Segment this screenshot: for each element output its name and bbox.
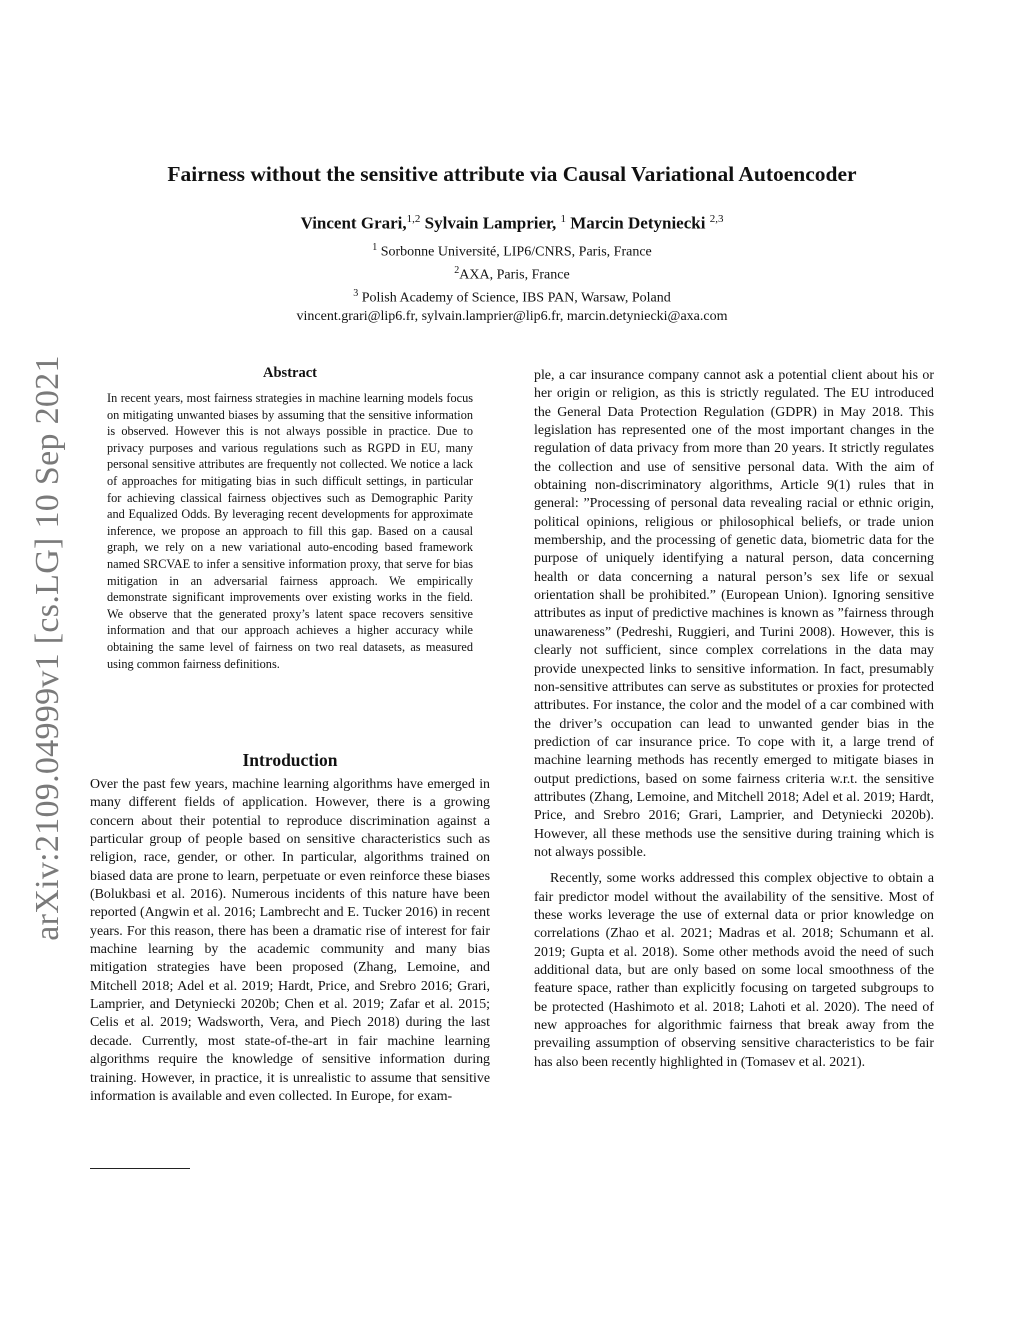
- footnote-divider: [90, 1168, 190, 1169]
- introduction-heading: Introduction: [242, 750, 338, 770]
- author-emails: vincent.grari@lip6.fr, sylvain.lamprier@lip6.fr, marcin.detyniecki@axa.com: [296, 308, 728, 324]
- affiliation-line: [90, 262, 934, 285]
- introduction-paragraph: ple, a car insurance company cannot ask a potential client about his or her origin or religion, as this is strictly regulated. The EU introduced the General Data Protection Regulation (GDPR) in May 2018. This legislation has represented one of the most important changes in the regulation of data privacy from more than 20 years. It strictly regulates the collection and use of sensitive personal data. With the aim of obtaining non-discriminatory algorithms, Article 9(1) rules that in general: ”Processing of personal data revealing racial or ethnic origin, political opinions, religious or philosophical beliefs, or trade union membership, and the processing of genetic data, biometric data for the purpose of uniquely identifying a natural person, data concerning health or data concerning a natural person’s sex life or sexual orientation shall be prohibited.” (European Union). Ignoring sensitive attributes as input of predictive machines is known as ”fairness through unawareness” (Pedreshi, Ruggieri, and Turini 2008). However, this is clearly not sufficient, since complex correlations in the data may provide unexpected links to sensitive information. In fact, presumably non-sensitive attributes can serve as substitutes or proxies for protected attributes. For instance, the color and the model of a car combined with the driver’s occupation can lead to unwanted gender bias in the prediction of car insurance price. To cope with it, a large trend of machine learning methods has recently emerged to mitigate biases in output predictions, based on some fairness criteria w.r.t. the sensitive attributes (Zhang, Lemoine, and Mitchell 2018; Adel et al. 2019; Hardt, Price, and Srebro 2016; Grari, Lamprier, and Detyniecki 2020b). However, all these methods use the sensitive during training which is not always possible.: [534, 368, 934, 860]
- introduction-paragraph: Recently, some works addressed this complex objective to obtain a fair predictor model without the availability of the sensitive. Most of these works leverage the use of external data or prior knowledge on correlations (Zhao et al. 2021; Madras et al. 2018; Schumann et al. 2019; Gupta et al. 2018). Some other methods avoid the need of such additional data, but are only based on some local smoothness of the feature space, rather than explicitly focusing on targeted subgroups to be protected (Hashimoto et al. 2018; Lahoti et al. 2020). The need of new approaches for algorithmic fairness that break away from the prevailing assumption of observing sensitive characteristics to be fair has also been recently highlighted in (Tomasev et al. 2021).: [534, 871, 934, 1070]
- affiliation-text: AXA, Paris, France: [459, 267, 570, 283]
- author-name: Marcin Detyniecki: [570, 213, 706, 233]
- introduction-right-column: [534, 367, 934, 1072]
- abstract-heading: Abstract: [263, 365, 317, 381]
- author-affiliation-marker: 2,3: [709, 213, 724, 225]
- affiliation-line: [90, 239, 934, 262]
- author-affiliation-marker: 1,2: [406, 213, 421, 225]
- paper-title: Fairness without the sensitive attribute via Causal Variational Autoencoder: [167, 162, 857, 186]
- abstract-text: In recent years, most fairness strategies in machine learning models focus on mitigating unwanted biases by assuming that the sensitive information is observed. However this is not always possible in practice. Due to privacy purposes and various regulations such as RGPD in EU, many personal sensitive attributes are frequently not collected. We notice a lack of approaches for mitigating bias in such difficult settings, in particular for achieving classical fairness objectives such as Demographic Parity and Equalized Odds. By leveraging recent developments for approximate inference, we propose an approach to fill this gap. Based on a causal graph, we rely on a new variational auto-encoding based framework named SRCVAE to infer a sensitive information proxy, that serve for bias mitigation in an adversarial fairness approach. We empirically demonstrate significant improvements over existing works in the field. We observe that the generated proxy’s latent space recovers sensitive information and that our approach achieves a higher accuracy while obtaining the same level of fairness on two real datasets, as measured using common fairness definitions.: [107, 391, 473, 671]
- affiliation-text: Sorbonne Université, LIP6/CNRS, Paris, France: [380, 244, 652, 260]
- affiliation-marker: 1: [372, 242, 378, 253]
- affiliation-block: [90, 239, 934, 326]
- author-affiliation-marker: 1: [560, 213, 566, 225]
- affiliation-text: Polish Academy of Science, IBS PAN, Warsaw, Poland: [361, 290, 671, 306]
- arxiv-identifier-stamp: arXiv:2109.04999v1 [cs.LG] 10 Sep 2021: [29, 355, 66, 941]
- author-list: [90, 207, 934, 236]
- affiliation-line: [90, 285, 934, 308]
- author-name: Vincent Grari,: [300, 213, 407, 233]
- affiliation-marker: 2: [454, 264, 460, 276]
- author-name: Sylvain Lamprier,: [424, 213, 557, 233]
- affiliation-marker: 3: [353, 287, 359, 299]
- introduction-left-column: [90, 776, 490, 1106]
- introduction-paragraph: Over the past few years, machine learning algorithms have emerged in many different fields of application. However, there is a growing concern about their potential to reproduce discrimination against a particular group of people based on sensitive characteristics such as religion, race, gender, or other. In particular, algorithms trained on biased data are prone to learn, perpetuate or even reinforce these biases (Bolukbasi et al. 2016). Numerous incidents of this nature have been reported (Angwin et al. 2016; Lambrecht and E. Tucker 2016) in recent years. For this reason, there has been a dramatic rise of interest for fair machine learning by the academic community and many bias mitigation strategies have been proposed (Zhang, Lemoine, and Mitchell 2018; Adel et al. 2019; Hardt, Price, and Srebro 2016; Grari, Lamprier, and Detyniecki 2020b; Chen et al. 2019; Zafar et al. 2015; Celis et al. 2019; Wadsworth, Vera, and Piech 2018) during the last decade. Currently, most state-of-the-art in fair machine learning algorithms require the knowledge of sensitive information during training. However, in practice, it is unrealistic to assume that sensitive information is available and even collected. In Europe, for exam-: [90, 777, 490, 1104]
